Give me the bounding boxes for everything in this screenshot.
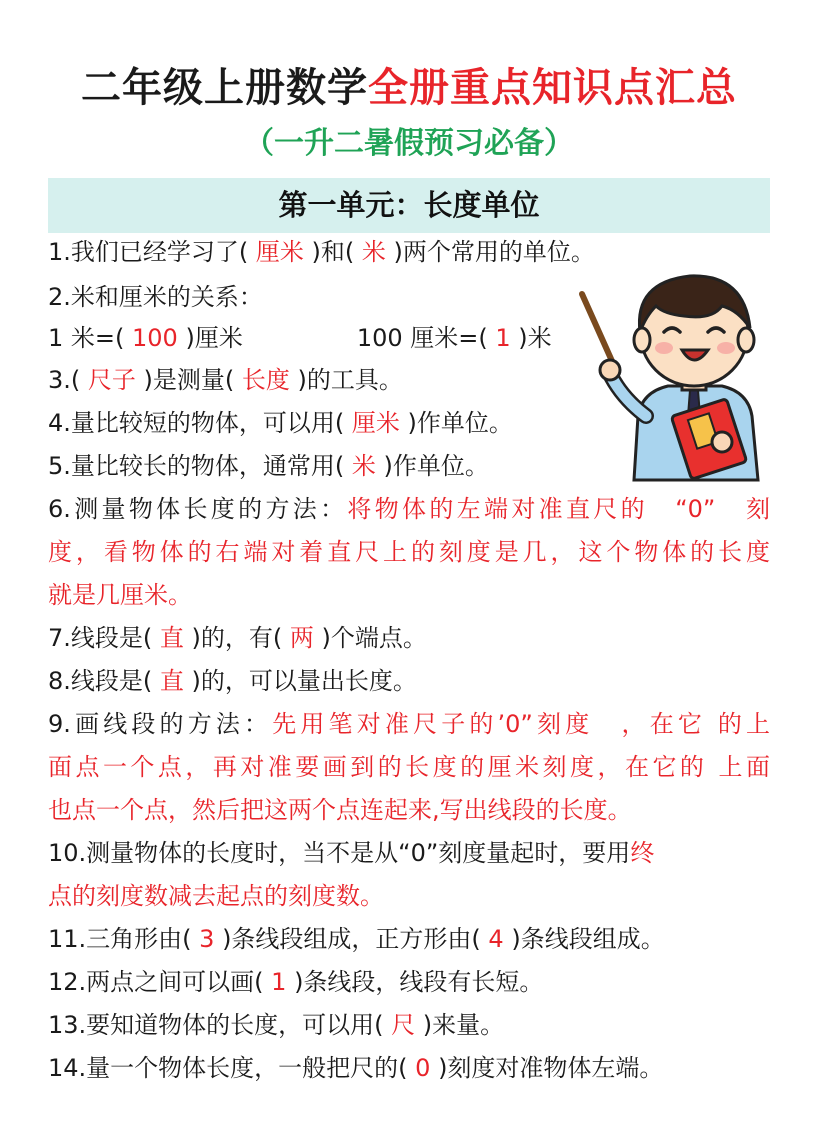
item-6-line-3: 就是几厘米。: [48, 581, 192, 609]
item-13: 13.要知道物体的长度，可以用( 尺 )来量。: [48, 1011, 505, 1039]
item-2: 2.米和厘米的关系：: [48, 283, 263, 311]
title-black: 二年级上册数学: [81, 65, 368, 111]
unit-heading: 第一单元：长度单位: [48, 178, 770, 233]
item-10-line-2: 点的刻度数减去起点的刻度数。: [48, 882, 384, 910]
item-6-line-2: 度，看物体的右端对着直尺上的刻度是几，这个物体的长度: [48, 538, 770, 566]
item-9-line-2: 面点一个点，再对准要画到的长度的厘米刻度，在它的 上面: [48, 753, 770, 781]
item-1: 1.我们已经学习了( 厘米 )和( 米 )两个常用的单位。: [48, 238, 595, 266]
item-8: 8.线段是( 直 )的，可以量出长度。: [48, 667, 417, 695]
page-subtitle: （一升二暑假预习必备）: [244, 126, 574, 161]
item-6-line-1: 6.测量物体长度的方法：将物体的左端对准直尺的 “0” 刻: [48, 495, 770, 523]
item-9-line-3: 也点一个点，然后把这两个点连起来,写出线段的长度。: [48, 796, 632, 824]
item-4: 4.量比较短的物体，可以用( 厘米 )作单位。: [48, 409, 513, 437]
page-title: [0, 60, 818, 116]
teacher-illustration: [572, 266, 768, 484]
title-red: 全册重点知识点汇总: [368, 65, 737, 111]
item-10-line-1: 10.测量物体的长度时，当不是从“0”刻度量起时，要用终: [48, 839, 655, 867]
item-14: 14.量一个物体长度，一般把尺的( 0 )刻度对准物体左端。: [48, 1054, 664, 1082]
item-12: 12.两点之间可以画( 1 )条线段，线段有长短。: [48, 968, 544, 996]
item-11: 11.三角形由( 3 )条线段组成，正方形由( 4 )条线段组成。: [48, 925, 665, 953]
item-9-line-1: 9.画线段的方法：先用笔对准尺子的’0”刻度 ，在它 的上: [48, 710, 770, 738]
item-5: 5.量比较长的物体，通常用( 米 )作单位。: [48, 452, 489, 480]
item-2-relation: 1 米=( 100 )厘米 100 厘米=( 1 )米: [48, 324, 552, 352]
item-3: 3.( 尺子 )是测量( 长度 )的工具。: [48, 366, 403, 394]
item-7: 7.线段是( 直 )的，有( 两 )个端点。: [48, 624, 427, 652]
